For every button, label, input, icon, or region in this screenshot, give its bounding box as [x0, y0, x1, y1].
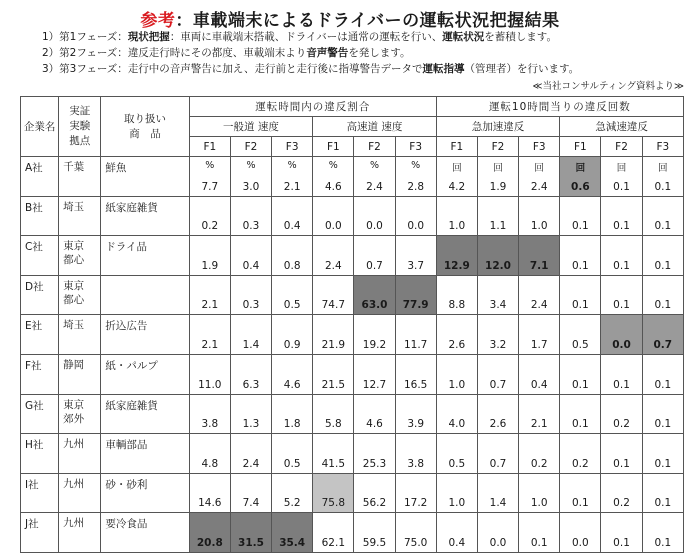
value-cell: 0.1 [560, 354, 601, 394]
phase-1-number: 1）第1フェーズ： [42, 31, 128, 43]
value-cell: 0.4 [519, 354, 560, 394]
base-cell [59, 157, 101, 197]
phase-header: F1 [189, 137, 230, 157]
value-cell: 0.1 [642, 354, 683, 394]
phase-header: F1 [436, 137, 477, 157]
value-cell: 0.1 [642, 473, 683, 513]
base-line: 九州 [63, 517, 85, 530]
title-main: ：車載端末によるドライバーの運転状況把握結果 [175, 11, 560, 31]
company-cell: A社 [21, 157, 59, 197]
company-cell: H社 [21, 434, 59, 474]
value-cell: 1.4 [230, 315, 271, 355]
phase-header: F2 [230, 137, 271, 157]
value-text: 4.6 [324, 180, 342, 193]
table-row [21, 275, 684, 315]
table-row [21, 394, 684, 434]
value-cell: 0.1 [519, 513, 560, 553]
value-cell: 21.5 [313, 354, 354, 394]
value-cell: 0.1 [642, 434, 683, 474]
value-cell: 7.4 [230, 473, 271, 513]
unit-label: % [369, 160, 379, 171]
value-cell: 11.7 [395, 315, 436, 355]
value-cell: 0.1 [560, 196, 601, 236]
unit-label: % [411, 160, 421, 171]
table-row [21, 513, 684, 553]
base-line: 都心 [63, 254, 85, 267]
value-cell: 0.1 [560, 394, 601, 434]
phase-header: F3 [395, 137, 436, 157]
phase-2-text2: を発します。 [348, 47, 411, 59]
value-cell: 0.2 [519, 434, 560, 474]
driving-results-table [20, 96, 684, 553]
value-cell: 1.0 [436, 196, 477, 236]
phase-3-text: 走行中の音声警告に加え、走行前と走行後に指導警告データで [127, 63, 423, 75]
base-line: 都心 [63, 293, 85, 306]
subheader-sudden-accel: 急加速違反 [436, 117, 560, 137]
phase-3 [42, 61, 579, 76]
value-cell: 0.5 [272, 275, 313, 315]
value-cell: 0.7 [642, 315, 683, 355]
table-row [21, 157, 684, 197]
unit-label: 回 [534, 163, 544, 174]
value-cell: 0.1 [642, 275, 683, 315]
value-cell [519, 157, 560, 197]
phase-2-key: 音声警告 [306, 47, 349, 59]
company-cell: F社 [21, 354, 59, 394]
base-line: 東京 [63, 240, 85, 253]
product-header-line-2: 商 品 [129, 127, 161, 140]
company-cell: D社 [21, 275, 59, 315]
value-cell: 25.3 [354, 434, 395, 474]
value-cell: 16.5 [395, 354, 436, 394]
value-cell: 0.1 [601, 513, 642, 553]
table-row [21, 434, 684, 474]
value-cell: 1.9 [189, 236, 230, 276]
value-cell: 0.5 [436, 434, 477, 474]
phase-header: F1 [560, 137, 601, 157]
value-cell: 1.3 [230, 394, 271, 434]
value-text: 0.1 [654, 180, 672, 193]
value-cell: 75.8 [313, 473, 354, 513]
phase-2 [42, 45, 410, 60]
value-cell: 31.5 [230, 513, 271, 553]
company-cell: C社 [21, 236, 59, 276]
value-text: 0.6 [571, 180, 590, 193]
value-cell: 4.6 [272, 354, 313, 394]
value-cell: 2.6 [436, 315, 477, 355]
base-cell [59, 236, 101, 276]
value-text: 2.4 [530, 180, 548, 193]
value-cell: 0.7 [477, 354, 518, 394]
value-cell: 1.0 [436, 473, 477, 513]
phase-1-key2: 運転状況 [442, 31, 485, 43]
base-line: 千葉 [63, 161, 85, 173]
unit-label: 回 [452, 163, 462, 174]
value-cell: 0.0 [601, 315, 642, 355]
unit-label: 回 [575, 163, 586, 174]
product-cell: 紙家庭雑貨 [101, 394, 189, 434]
value-text: 2.1 [283, 180, 301, 193]
base-line: 郊外 [63, 412, 85, 425]
value-cell: 0.1 [560, 236, 601, 276]
value-cell: 0.0 [560, 513, 601, 553]
value-cell: 59.5 [354, 513, 395, 553]
product-cell [101, 275, 189, 315]
value-cell [560, 157, 601, 197]
table-row [21, 315, 684, 355]
product-cell: 砂・砂利 [101, 473, 189, 513]
phase-header: F3 [642, 137, 683, 157]
value-cell: 1.8 [272, 394, 313, 434]
value-cell: 1.7 [519, 315, 560, 355]
value-text: 3.0 [242, 180, 260, 193]
value-cell: 0.1 [642, 196, 683, 236]
phase-header: F2 [354, 137, 395, 157]
report-header [0, 0, 700, 96]
report-title [0, 6, 700, 31]
product-cell: 折込広告 [101, 315, 189, 355]
value-cell [230, 157, 271, 197]
value-cell: 0.7 [354, 236, 395, 276]
value-cell: 0.0 [354, 196, 395, 236]
value-cell: 75.0 [395, 513, 436, 553]
unit-label: 回 [616, 163, 627, 174]
value-cell: 0.5 [560, 315, 601, 355]
subheader-sudden-decel: 急減速違反 [560, 117, 684, 137]
value-text: 4.2 [448, 180, 466, 193]
value-cell: 8.8 [436, 275, 477, 315]
product-cell: 紙家庭雑貨 [101, 196, 189, 236]
value-cell: 12.0 [477, 236, 518, 276]
product-header [101, 97, 189, 157]
value-cell: 2.1 [189, 315, 230, 355]
table-row [21, 236, 684, 276]
value-cell: 1.0 [519, 196, 560, 236]
value-cell [354, 157, 395, 197]
company-cell: G社 [21, 394, 59, 434]
value-cell [272, 157, 313, 197]
value-cell: 63.0 [354, 275, 395, 315]
value-cell: 56.2 [354, 473, 395, 513]
phase-header: F3 [272, 137, 313, 157]
unit-label: 回 [658, 163, 668, 174]
value-cell: 2.1 [519, 394, 560, 434]
violation-count-header: 運転10時間当りの違反回数 [436, 97, 683, 117]
value-cell: 12.7 [354, 354, 395, 394]
product-cell: 車輌部品 [101, 434, 189, 474]
phase-1-text: ：車両に車載端末搭載、ドライバーは通常の運転を行い、 [169, 31, 443, 43]
value-cell: 0.2 [560, 434, 601, 474]
value-cell: 14.6 [189, 473, 230, 513]
table-row [21, 354, 684, 394]
phase-1-key: 現状把握 [127, 31, 170, 43]
value-cell: 0.2 [601, 473, 642, 513]
value-cell: 0.1 [601, 275, 642, 315]
company-header: 企業名 [21, 97, 59, 157]
value-cell: 0.1 [642, 513, 683, 553]
value-cell: 12.9 [436, 236, 477, 276]
base-header-line-2: 実験 [69, 120, 91, 132]
value-cell: 5.2 [272, 473, 313, 513]
value-cell: 0.4 [272, 196, 313, 236]
value-cell: 0.0 [477, 513, 518, 553]
value-cell [436, 157, 477, 197]
base-cell [59, 434, 101, 474]
value-cell: 3.4 [477, 275, 518, 315]
value-cell: 0.1 [642, 394, 683, 434]
company-cell: B社 [21, 196, 59, 236]
company-cell: I社 [21, 473, 59, 513]
value-cell: 2.4 [313, 236, 354, 276]
phase-3-number: 3）第3フェーズ： [42, 63, 128, 75]
base-line: 九州 [63, 438, 85, 451]
value-cell: 11.0 [189, 354, 230, 394]
table-row [21, 473, 684, 513]
value-cell: 0.8 [272, 236, 313, 276]
value-cell: 3.8 [189, 394, 230, 434]
value-cell: 35.4 [272, 513, 313, 553]
unit-label: % [287, 160, 297, 171]
title-prefix: 参考 [140, 11, 176, 31]
base-line: 九州 [63, 477, 85, 490]
phase-3-text2: （管理者）を行います。 [464, 63, 580, 75]
value-cell: 4.0 [436, 394, 477, 434]
value-cell: 3.8 [395, 434, 436, 474]
value-cell: 0.1 [601, 236, 642, 276]
unit-label: 回 [493, 163, 503, 174]
value-cell: 0.2 [189, 196, 230, 236]
phase-2-number: 2）第2フェーズ： [42, 47, 128, 59]
value-cell: 4.6 [354, 394, 395, 434]
value-cell: 0.3 [230, 196, 271, 236]
value-cell: 0.1 [601, 196, 642, 236]
product-cell: 紙・パルプ [101, 354, 189, 394]
phase-header: F2 [601, 137, 642, 157]
header-row-groups [21, 97, 684, 117]
value-cell: 77.9 [395, 275, 436, 315]
phase-header: F3 [519, 137, 560, 157]
product-header-line-1: 取り扱い [124, 112, 167, 125]
unit-label: % [205, 160, 215, 171]
base-line: 静岡 [63, 358, 85, 371]
value-cell: 0.1 [560, 473, 601, 513]
base-cell [59, 275, 101, 315]
base-header-line-3: 拠点 [69, 135, 91, 147]
value-cell: 19.2 [354, 315, 395, 355]
base-header-line-1: 実証 [69, 105, 91, 117]
value-cell: 0.7 [477, 434, 518, 474]
value-cell: 3.2 [477, 315, 518, 355]
value-text: 2.8 [407, 180, 425, 193]
value-cell: 0.4 [230, 236, 271, 276]
base-cell [59, 196, 101, 236]
phase-header: F1 [313, 137, 354, 157]
violation-ratio-header: 運転時間内の違反割合 [189, 97, 436, 117]
value-cell [395, 157, 436, 197]
value-cell: 17.2 [395, 473, 436, 513]
unit-label: % [246, 160, 256, 171]
product-cell: 鮮魚 [101, 157, 189, 197]
subheader-expressway: 高速道 速度 [313, 117, 437, 137]
base-cell [59, 315, 101, 355]
value-cell: 20.8 [189, 513, 230, 553]
value-cell [642, 157, 683, 197]
value-cell [313, 157, 354, 197]
base-cell [59, 394, 101, 434]
value-cell: 74.7 [313, 275, 354, 315]
company-cell: E社 [21, 315, 59, 355]
value-cell: 4.8 [189, 434, 230, 474]
base-cell [59, 513, 101, 553]
source-note: ≪当社コンサルティング資料より≫ [532, 81, 684, 92]
value-cell: 0.1 [642, 236, 683, 276]
value-cell: 2.6 [477, 394, 518, 434]
value-cell: 2.1 [189, 275, 230, 315]
value-cell: 6.3 [230, 354, 271, 394]
value-text: 2.4 [366, 180, 383, 193]
value-cell [601, 157, 642, 197]
value-cell: 62.1 [313, 513, 354, 553]
company-cell: J社 [21, 513, 59, 553]
base-line: 東京 [63, 398, 85, 411]
value-cell: 5.8 [313, 394, 354, 434]
value-text: 0.1 [613, 180, 630, 193]
value-cell [477, 157, 518, 197]
phase-1 [42, 29, 557, 44]
value-text: 7.7 [201, 180, 219, 193]
value-cell: 2.4 [230, 434, 271, 474]
table-row [21, 196, 684, 236]
value-cell: 0.4 [436, 513, 477, 553]
product-cell: 要冷食品 [101, 513, 189, 553]
value-cell: 0.0 [395, 196, 436, 236]
value-cell: 3.9 [395, 394, 436, 434]
base-line: 東京 [63, 279, 85, 292]
value-cell: 0.1 [601, 434, 642, 474]
base-header [59, 97, 101, 157]
value-cell: 0.3 [230, 275, 271, 315]
value-text: 1.9 [489, 180, 507, 193]
value-cell: 0.2 [601, 394, 642, 434]
base-line: 埼玉 [63, 319, 85, 332]
base-cell [59, 473, 101, 513]
value-cell: 0.1 [601, 354, 642, 394]
phase-3-key: 運転指導 [422, 63, 465, 75]
table-body [21, 157, 684, 553]
value-cell: 21.9 [313, 315, 354, 355]
unit-label: % [328, 160, 338, 171]
value-cell: 0.5 [272, 434, 313, 474]
subheader-general-road: 一般道 速度 [189, 117, 313, 137]
value-cell: 2.4 [519, 275, 560, 315]
product-cell: ドライ品 [101, 236, 189, 276]
value-cell: 1.0 [436, 354, 477, 394]
value-cell: 41.5 [313, 434, 354, 474]
value-cell: 7.1 [519, 236, 560, 276]
base-cell [59, 354, 101, 394]
phase-header: F2 [477, 137, 518, 157]
value-cell [189, 157, 230, 197]
phase-1-text2: を蓄積します。 [484, 31, 557, 43]
value-cell: 1.1 [477, 196, 518, 236]
value-cell: 0.0 [313, 196, 354, 236]
phase-2-text: 違反走行時にその都度、車載端末より [127, 47, 307, 59]
value-cell: 0.9 [272, 315, 313, 355]
value-cell: 0.1 [560, 275, 601, 315]
value-cell: 1.0 [519, 473, 560, 513]
value-cell: 1.4 [477, 473, 518, 513]
base-line: 埼玉 [63, 200, 85, 213]
value-cell: 3.7 [395, 236, 436, 276]
